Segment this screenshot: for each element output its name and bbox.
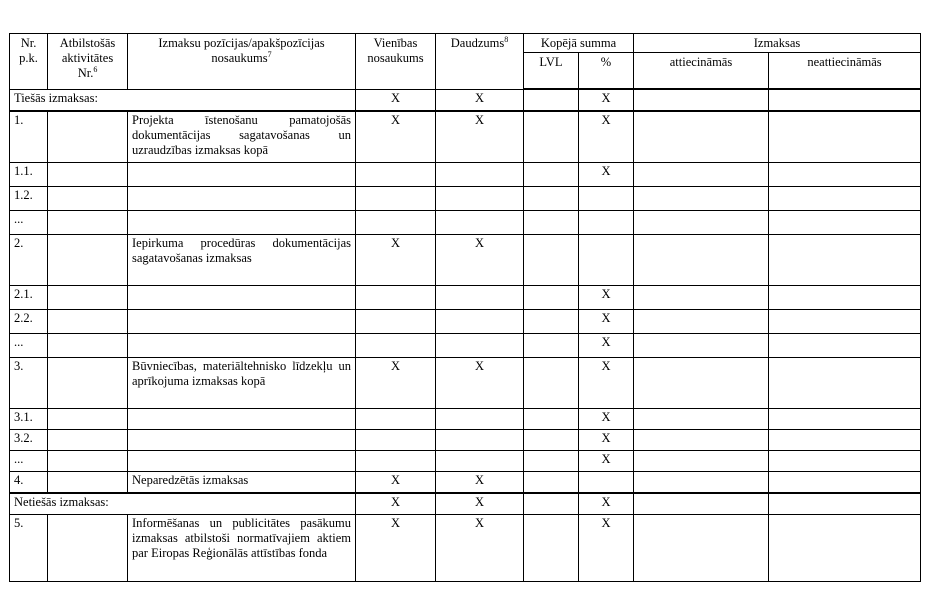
item-name bbox=[128, 285, 356, 309]
row-number: 4. bbox=[10, 471, 48, 493]
unit-cell: X bbox=[356, 514, 436, 581]
ineligible-cell bbox=[769, 493, 921, 515]
lvl-cell bbox=[524, 162, 579, 186]
eligible-cell bbox=[634, 333, 769, 357]
eligible-cell bbox=[634, 210, 769, 234]
ineligible-cell bbox=[769, 89, 921, 111]
qty-cell bbox=[436, 285, 524, 309]
pct-cell: X bbox=[579, 89, 634, 111]
eligible-cell bbox=[634, 186, 769, 210]
activity-cell bbox=[48, 186, 128, 210]
qty-cell bbox=[436, 186, 524, 210]
ineligible-cell bbox=[769, 234, 921, 285]
table-row bbox=[10, 210, 921, 234]
unit-cell bbox=[356, 186, 436, 210]
pct-cell bbox=[579, 234, 634, 285]
section-label: Tiešās izmaksas: bbox=[10, 89, 356, 111]
item-name: Būvniecības, materiāltehnisko līdzekļu un aprīkojuma izmaksas kopā bbox=[128, 357, 356, 408]
lvl-cell bbox=[524, 493, 579, 515]
item-name: Informēšanas un publicitātes pasākumu izmaksas atbilstoši normatīvajiem aktiem par Eiropas Reģionālās attīstības fonda bbox=[128, 514, 356, 581]
unit-cell: X bbox=[356, 111, 436, 163]
ineligible-cell bbox=[769, 357, 921, 408]
eligible-cell bbox=[634, 471, 769, 493]
eligible-cell bbox=[634, 89, 769, 111]
eligible-cell bbox=[634, 429, 769, 450]
lvl-cell bbox=[524, 111, 579, 163]
activity-cell bbox=[48, 162, 128, 186]
eligible-cell bbox=[634, 162, 769, 186]
section-label: Netiešās izmaksas: bbox=[10, 493, 356, 515]
pct-cell bbox=[579, 471, 634, 493]
activity-cell bbox=[48, 408, 128, 429]
row-number: 3.1. bbox=[10, 408, 48, 429]
ineligible-cell bbox=[769, 333, 921, 357]
table-row bbox=[10, 429, 921, 450]
pct-cell: X bbox=[579, 162, 634, 186]
ineligible-cell bbox=[769, 285, 921, 309]
activity-cell bbox=[48, 285, 128, 309]
activity-cell bbox=[48, 450, 128, 471]
header-eligible: attiecināmās bbox=[634, 53, 769, 90]
eligible-cell bbox=[634, 111, 769, 163]
table-row bbox=[10, 111, 921, 163]
qty-cell bbox=[436, 162, 524, 186]
header-nr: Nr. p.k. bbox=[10, 34, 48, 90]
unit-cell bbox=[356, 162, 436, 186]
lvl-cell bbox=[524, 285, 579, 309]
header-total: Kopējā summa bbox=[524, 34, 634, 53]
row-number: ... bbox=[10, 333, 48, 357]
activity-cell bbox=[48, 333, 128, 357]
ineligible-cell bbox=[769, 162, 921, 186]
qty-cell: X bbox=[436, 89, 524, 111]
qty-cell bbox=[436, 333, 524, 357]
table-row bbox=[10, 309, 921, 333]
activity-cell bbox=[48, 357, 128, 408]
pct-cell: X bbox=[579, 493, 634, 515]
item-name bbox=[128, 186, 356, 210]
pct-cell: X bbox=[579, 450, 634, 471]
row-number: 1. bbox=[10, 111, 48, 163]
row-number: 3. bbox=[10, 357, 48, 408]
eligible-cell bbox=[634, 450, 769, 471]
unit-cell: X bbox=[356, 357, 436, 408]
unit-cell bbox=[356, 429, 436, 450]
unit-cell: X bbox=[356, 89, 436, 111]
lvl-cell bbox=[524, 210, 579, 234]
qty-cell bbox=[436, 309, 524, 333]
pct-cell: X bbox=[579, 111, 634, 163]
item-name bbox=[128, 450, 356, 471]
row-number: 2.2. bbox=[10, 309, 48, 333]
item-name: Projekta īstenošanu pamatojošās dokumentācijas sagatavošanas un uzraudzības izmaksas kopā bbox=[128, 111, 356, 163]
lvl-cell bbox=[524, 408, 579, 429]
qty-cell bbox=[436, 450, 524, 471]
item-name bbox=[128, 408, 356, 429]
lvl-cell bbox=[524, 429, 579, 450]
qty-cell: X bbox=[436, 514, 524, 581]
item-name bbox=[128, 429, 356, 450]
ineligible-cell bbox=[769, 408, 921, 429]
pct-cell: X bbox=[579, 357, 634, 408]
row-number: 2. bbox=[10, 234, 48, 285]
header-lvl: LVL bbox=[524, 53, 579, 90]
ineligible-cell bbox=[769, 429, 921, 450]
item-name bbox=[128, 210, 356, 234]
eligible-cell bbox=[634, 408, 769, 429]
ineligible-cell bbox=[769, 186, 921, 210]
header-pct: % bbox=[579, 53, 634, 90]
ineligible-cell bbox=[769, 514, 921, 581]
pct-cell: X bbox=[579, 285, 634, 309]
ineligible-cell bbox=[769, 471, 921, 493]
eligible-cell bbox=[634, 234, 769, 285]
cost-table bbox=[9, 33, 921, 582]
lvl-cell bbox=[524, 514, 579, 581]
activity-cell bbox=[48, 234, 128, 285]
lvl-cell bbox=[524, 450, 579, 471]
unit-cell bbox=[356, 309, 436, 333]
pct-cell: X bbox=[579, 514, 634, 581]
qty-cell: X bbox=[436, 357, 524, 408]
unit-cell: X bbox=[356, 234, 436, 285]
table-row bbox=[10, 89, 921, 111]
ineligible-cell bbox=[769, 450, 921, 471]
item-name: Neparedzētās izmaksas bbox=[128, 471, 356, 493]
row-number: 3.2. bbox=[10, 429, 48, 450]
unit-cell: X bbox=[356, 493, 436, 515]
pct-cell: X bbox=[579, 333, 634, 357]
table-row bbox=[10, 186, 921, 210]
lvl-cell bbox=[524, 357, 579, 408]
qty-cell: X bbox=[436, 471, 524, 493]
pct-cell: X bbox=[579, 429, 634, 450]
header-ineligible: neattiecināmās bbox=[769, 53, 921, 90]
activity-cell bbox=[48, 514, 128, 581]
activity-cell bbox=[48, 471, 128, 493]
lvl-cell bbox=[524, 309, 579, 333]
lvl-cell bbox=[524, 186, 579, 210]
table-row bbox=[10, 408, 921, 429]
table-row bbox=[10, 450, 921, 471]
activity-cell bbox=[48, 429, 128, 450]
header-activity: Atbilstošās aktivitātes Nr.$^6$ bbox=[48, 34, 128, 90]
header-costs: Izmaksas bbox=[634, 34, 921, 53]
unit-cell bbox=[356, 210, 436, 234]
activity-cell bbox=[48, 309, 128, 333]
row-number: 5. bbox=[10, 514, 48, 581]
qty-cell bbox=[436, 210, 524, 234]
pct-cell bbox=[579, 186, 634, 210]
table-row bbox=[10, 162, 921, 186]
unit-cell bbox=[356, 450, 436, 471]
unit-cell bbox=[356, 285, 436, 309]
table-row bbox=[10, 357, 921, 408]
activity-cell bbox=[48, 210, 128, 234]
header-row-1 bbox=[10, 34, 921, 53]
lvl-cell bbox=[524, 234, 579, 285]
header-qty: Daudzums$^8$ bbox=[436, 34, 524, 90]
item-name bbox=[128, 333, 356, 357]
item-name bbox=[128, 162, 356, 186]
qty-cell bbox=[436, 429, 524, 450]
lvl-cell bbox=[524, 333, 579, 357]
lvl-cell bbox=[524, 471, 579, 493]
table-row bbox=[10, 471, 921, 493]
unit-cell bbox=[356, 333, 436, 357]
activity-cell bbox=[48, 111, 128, 163]
pct-cell: X bbox=[579, 408, 634, 429]
table-row bbox=[10, 493, 921, 515]
unit-cell: X bbox=[356, 471, 436, 493]
pct-cell bbox=[579, 210, 634, 234]
qty-cell: X bbox=[436, 493, 524, 515]
qty-cell: X bbox=[436, 234, 524, 285]
qty-cell bbox=[436, 408, 524, 429]
lvl-cell bbox=[524, 89, 579, 111]
table-row bbox=[10, 333, 921, 357]
table-row bbox=[10, 285, 921, 309]
table-row bbox=[10, 514, 921, 581]
row-number: 1.2. bbox=[10, 186, 48, 210]
row-number: ... bbox=[10, 450, 48, 471]
unit-cell bbox=[356, 408, 436, 429]
row-number: 2.1. bbox=[10, 285, 48, 309]
item-name bbox=[128, 309, 356, 333]
row-number: 1.1. bbox=[10, 162, 48, 186]
qty-cell: X bbox=[436, 111, 524, 163]
ineligible-cell bbox=[769, 210, 921, 234]
table-row bbox=[10, 234, 921, 285]
eligible-cell bbox=[634, 309, 769, 333]
eligible-cell bbox=[634, 357, 769, 408]
pct-cell: X bbox=[579, 309, 634, 333]
item-name: Iepirkuma procedūras dokumentācijas sagatavošanas izmaksas bbox=[128, 234, 356, 285]
header-item: Izmaksu pozīcijas/apakšpozīcijas nosaukums$^7$ bbox=[128, 34, 356, 90]
eligible-cell bbox=[634, 493, 769, 515]
eligible-cell bbox=[634, 285, 769, 309]
ineligible-cell bbox=[769, 111, 921, 163]
header-unit: Vienības nosaukums bbox=[356, 34, 436, 90]
ineligible-cell bbox=[769, 309, 921, 333]
eligible-cell bbox=[634, 514, 769, 581]
row-number: ... bbox=[10, 210, 48, 234]
